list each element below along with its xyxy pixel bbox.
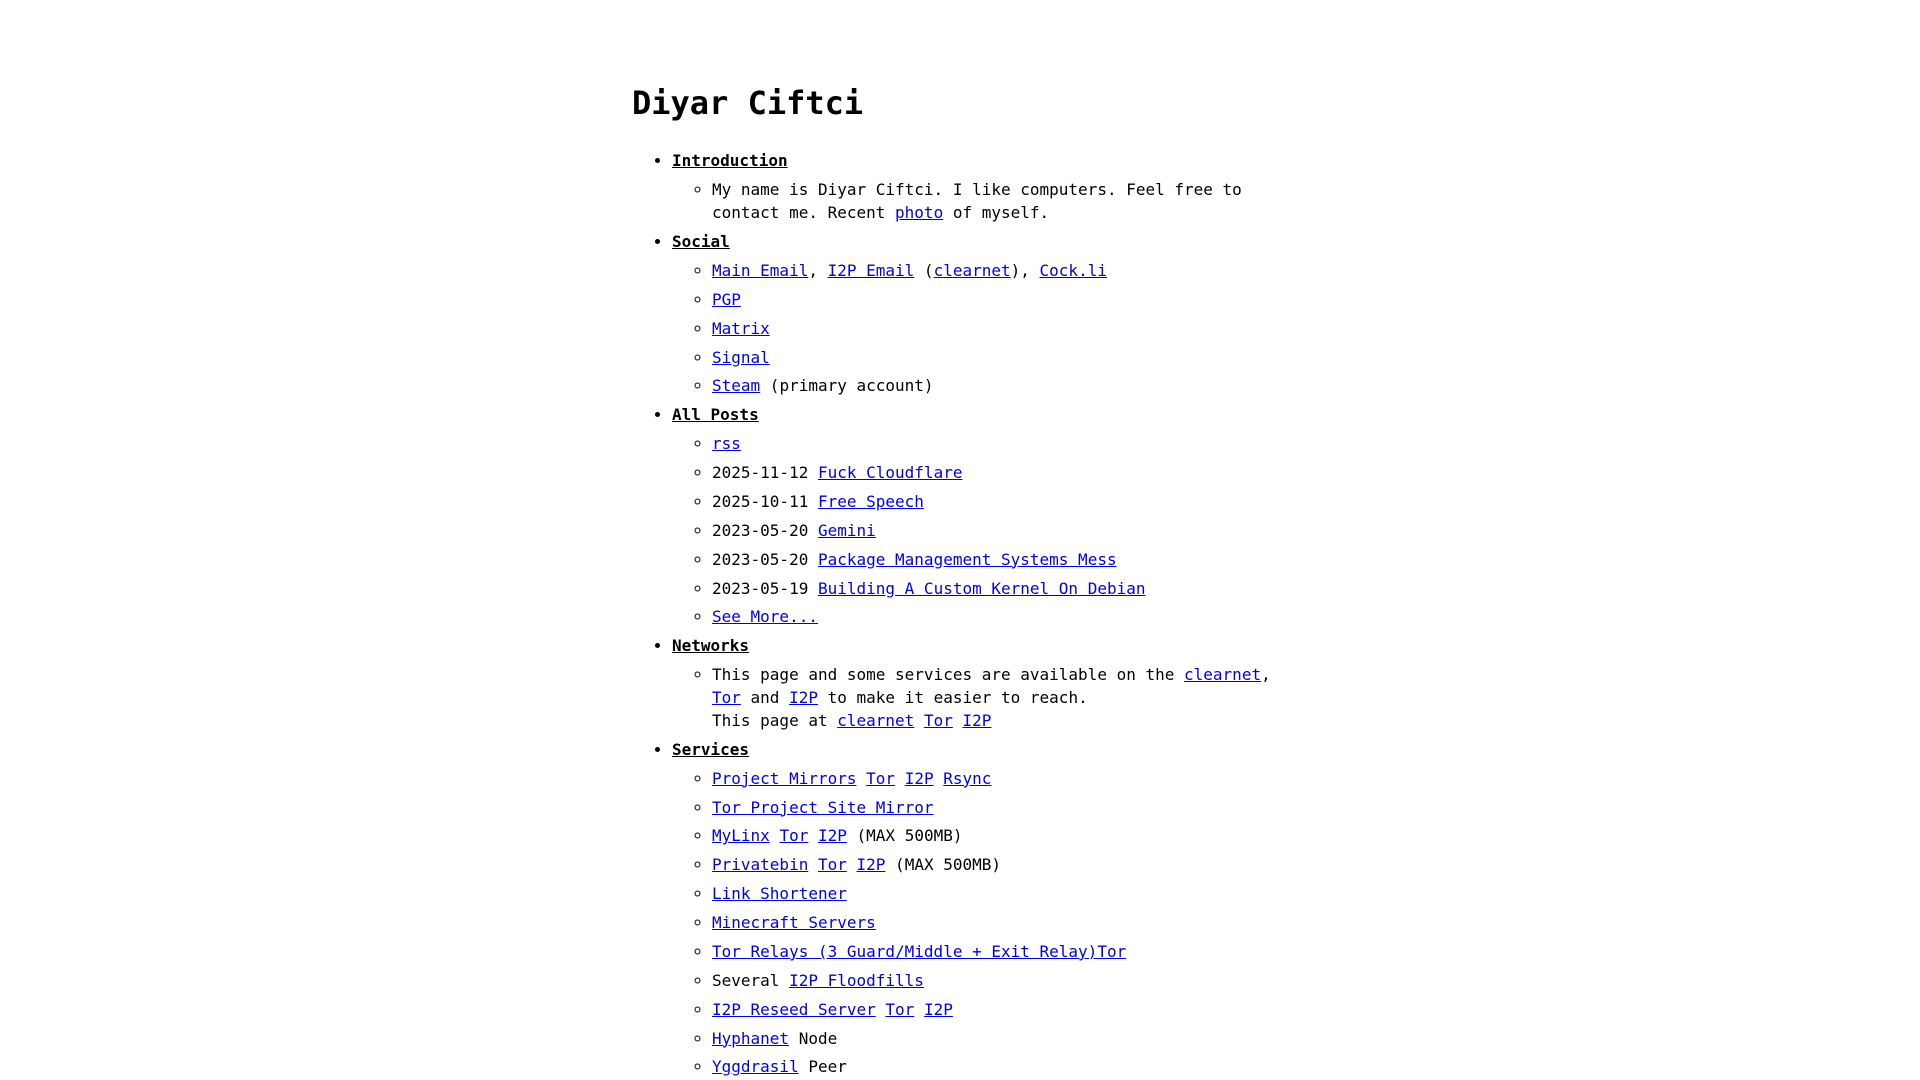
text-run: to make it easier to reach. [817,688,1088,708]
text-run: Several [712,970,790,990]
link-main-email[interactable]: Main Email [712,260,809,280]
link-i2p[interactable]: I2P [856,855,886,875]
link-building-a-custom-kernel-on-debian[interactable]: Building A Custom Kernel On Debian [817,578,1146,598]
link-tor[interactable]: Tor [779,826,809,846]
link-steam[interactable]: Steam [712,376,761,396]
text-run [808,826,818,845]
list-item [712,375,1288,398]
text-run: This page at [712,710,838,730]
link-i2p-floodfills[interactable]: I2P Floodfills [789,970,924,990]
list-item [712,260,1288,283]
link-package-management-systems-mess[interactable]: Package Management Systems Mess [817,549,1117,569]
list-item [712,1028,1288,1051]
text-run [770,826,780,845]
link-clearnet[interactable]: clearnet [1184,665,1262,685]
text-run [847,855,857,874]
text-run: (MAX 500MB) [846,826,963,846]
link-cock-li[interactable]: Cock.li [1039,260,1107,280]
text-run: Node [789,1028,838,1048]
text-run: 2023-05-20 [712,520,818,540]
section-heading-social: Social [672,232,730,252]
link-tor[interactable]: Tor [1097,941,1127,961]
list-item [712,768,1288,791]
link-tor-relays-3-guard-middle-exit-relay[interactable]: Tor Relays (3 Guard/Middle + Exit Relay) [712,941,1098,961]
link-i2p[interactable]: I2P [962,710,992,730]
section-networks [672,635,1288,733]
list-item [712,433,1288,456]
list-item [712,970,1288,993]
list-item [712,883,1288,906]
text-run: , [808,260,828,280]
personal-homepage [632,0,1288,1079]
text-run [876,1000,886,1019]
text-run: Peer [798,1057,847,1077]
page-title: Diyar Ciftci [632,84,864,122]
text-run: and [740,688,790,708]
link-link-shortener[interactable]: Link Shortener [712,884,847,904]
text-run: ( [914,260,934,280]
link-matrix[interactable]: Matrix [712,318,770,338]
link-see-more[interactable]: See More... [712,607,818,627]
text-run: , [1261,665,1271,685]
text-run [857,769,867,788]
link-privatebin[interactable]: Privatebin [712,855,809,875]
link-i2p[interactable]: I2P [904,768,934,788]
text-run [914,1000,924,1019]
link-photo[interactable]: photo [895,203,944,223]
text-run: My name is Diyar Ciftci. I like computers. Feel free to contact me. Recent [712,180,1242,223]
text-run [914,711,924,730]
list-item [712,491,1288,514]
list-item [712,825,1288,848]
link-rss[interactable]: rss [712,434,741,454]
link-tor[interactable]: Tor [866,768,896,788]
section-heading-services: Services [672,739,750,759]
text-run: 2023-05-19 [712,578,818,598]
link-i2p-reseed-server[interactable]: I2P Reseed Server [712,999,876,1019]
section-introduction [672,150,1288,225]
text-run: of myself. [943,203,1050,223]
text-run [808,855,818,874]
text-run: (primary account) [760,376,934,396]
section-social [672,231,1288,398]
text-run [934,769,944,788]
link-project-mirrors[interactable]: Project Mirrors [712,768,857,788]
list-item [712,462,1288,485]
link-hyphanet[interactable]: Hyphanet [712,1028,790,1048]
section-heading-all-posts: All Posts [672,405,759,425]
link-fuck-cloudflare[interactable]: Fuck Cloudflare [817,463,963,483]
section-heading-networks: Networks [672,636,750,656]
link-signal[interactable]: Signal [712,347,770,367]
text-run: This page and some services are available on the [712,665,1185,685]
list-item [712,854,1288,877]
list-item [712,578,1288,601]
link-i2p[interactable]: I2P [923,999,953,1019]
link-rsync[interactable]: Rsync [943,768,992,788]
list-item [712,179,1288,225]
link-i2p-email[interactable]: I2P Email [827,260,915,280]
section-items-services [672,768,1288,1080]
section-items-all-posts [672,433,1288,629]
link-yggdrasil[interactable]: Yggdrasil [712,1057,799,1077]
link-tor[interactable]: Tor [923,710,953,730]
list-item [712,1056,1288,1079]
list-item [712,318,1288,341]
link-tor-project-site-mirror[interactable]: Tor Project Site Mirror [712,797,934,817]
link-tor[interactable]: Tor [712,688,741,708]
list-item [712,549,1288,572]
link-i2p[interactable]: I2P [789,688,818,708]
text-run: 2025-11-12 [712,463,818,483]
list-item [712,520,1288,543]
section-heading-introduction: Introduction [672,151,788,171]
link-pgp[interactable]: PGP [712,289,741,309]
link-mylinx[interactable]: MyLinx [712,826,770,846]
text-run: 2025-10-11 [712,491,818,511]
text-run: 2023-05-20 [712,549,818,569]
section-items-networks [672,664,1288,733]
list-item [712,664,1288,733]
sections-list [632,150,1288,1079]
section-services [672,739,1288,1080]
link-i2p[interactable]: I2P [817,826,847,846]
list-item [712,289,1288,312]
link-minecraft-servers[interactable]: Minecraft Servers [712,913,876,933]
text-run: (MAX 500MB) [885,855,1002,875]
link-tor[interactable]: Tor [817,855,847,875]
list-item [712,797,1288,820]
list-item [712,606,1288,629]
section-items-introduction [672,179,1288,225]
list-item [712,941,1288,964]
list-item [712,999,1288,1022]
list-item [712,347,1288,370]
text-run [895,769,905,788]
list-item [712,912,1288,935]
link-clearnet[interactable]: clearnet [933,260,1011,280]
link-free-speech[interactable]: Free Speech [817,491,924,511]
section-items-social [672,260,1288,398]
link-gemini[interactable]: Gemini [817,520,876,540]
link-tor[interactable]: Tor [885,999,915,1019]
text-run: ), [1010,260,1040,280]
link-clearnet[interactable]: clearnet [837,710,915,730]
section-all-posts [672,404,1288,629]
